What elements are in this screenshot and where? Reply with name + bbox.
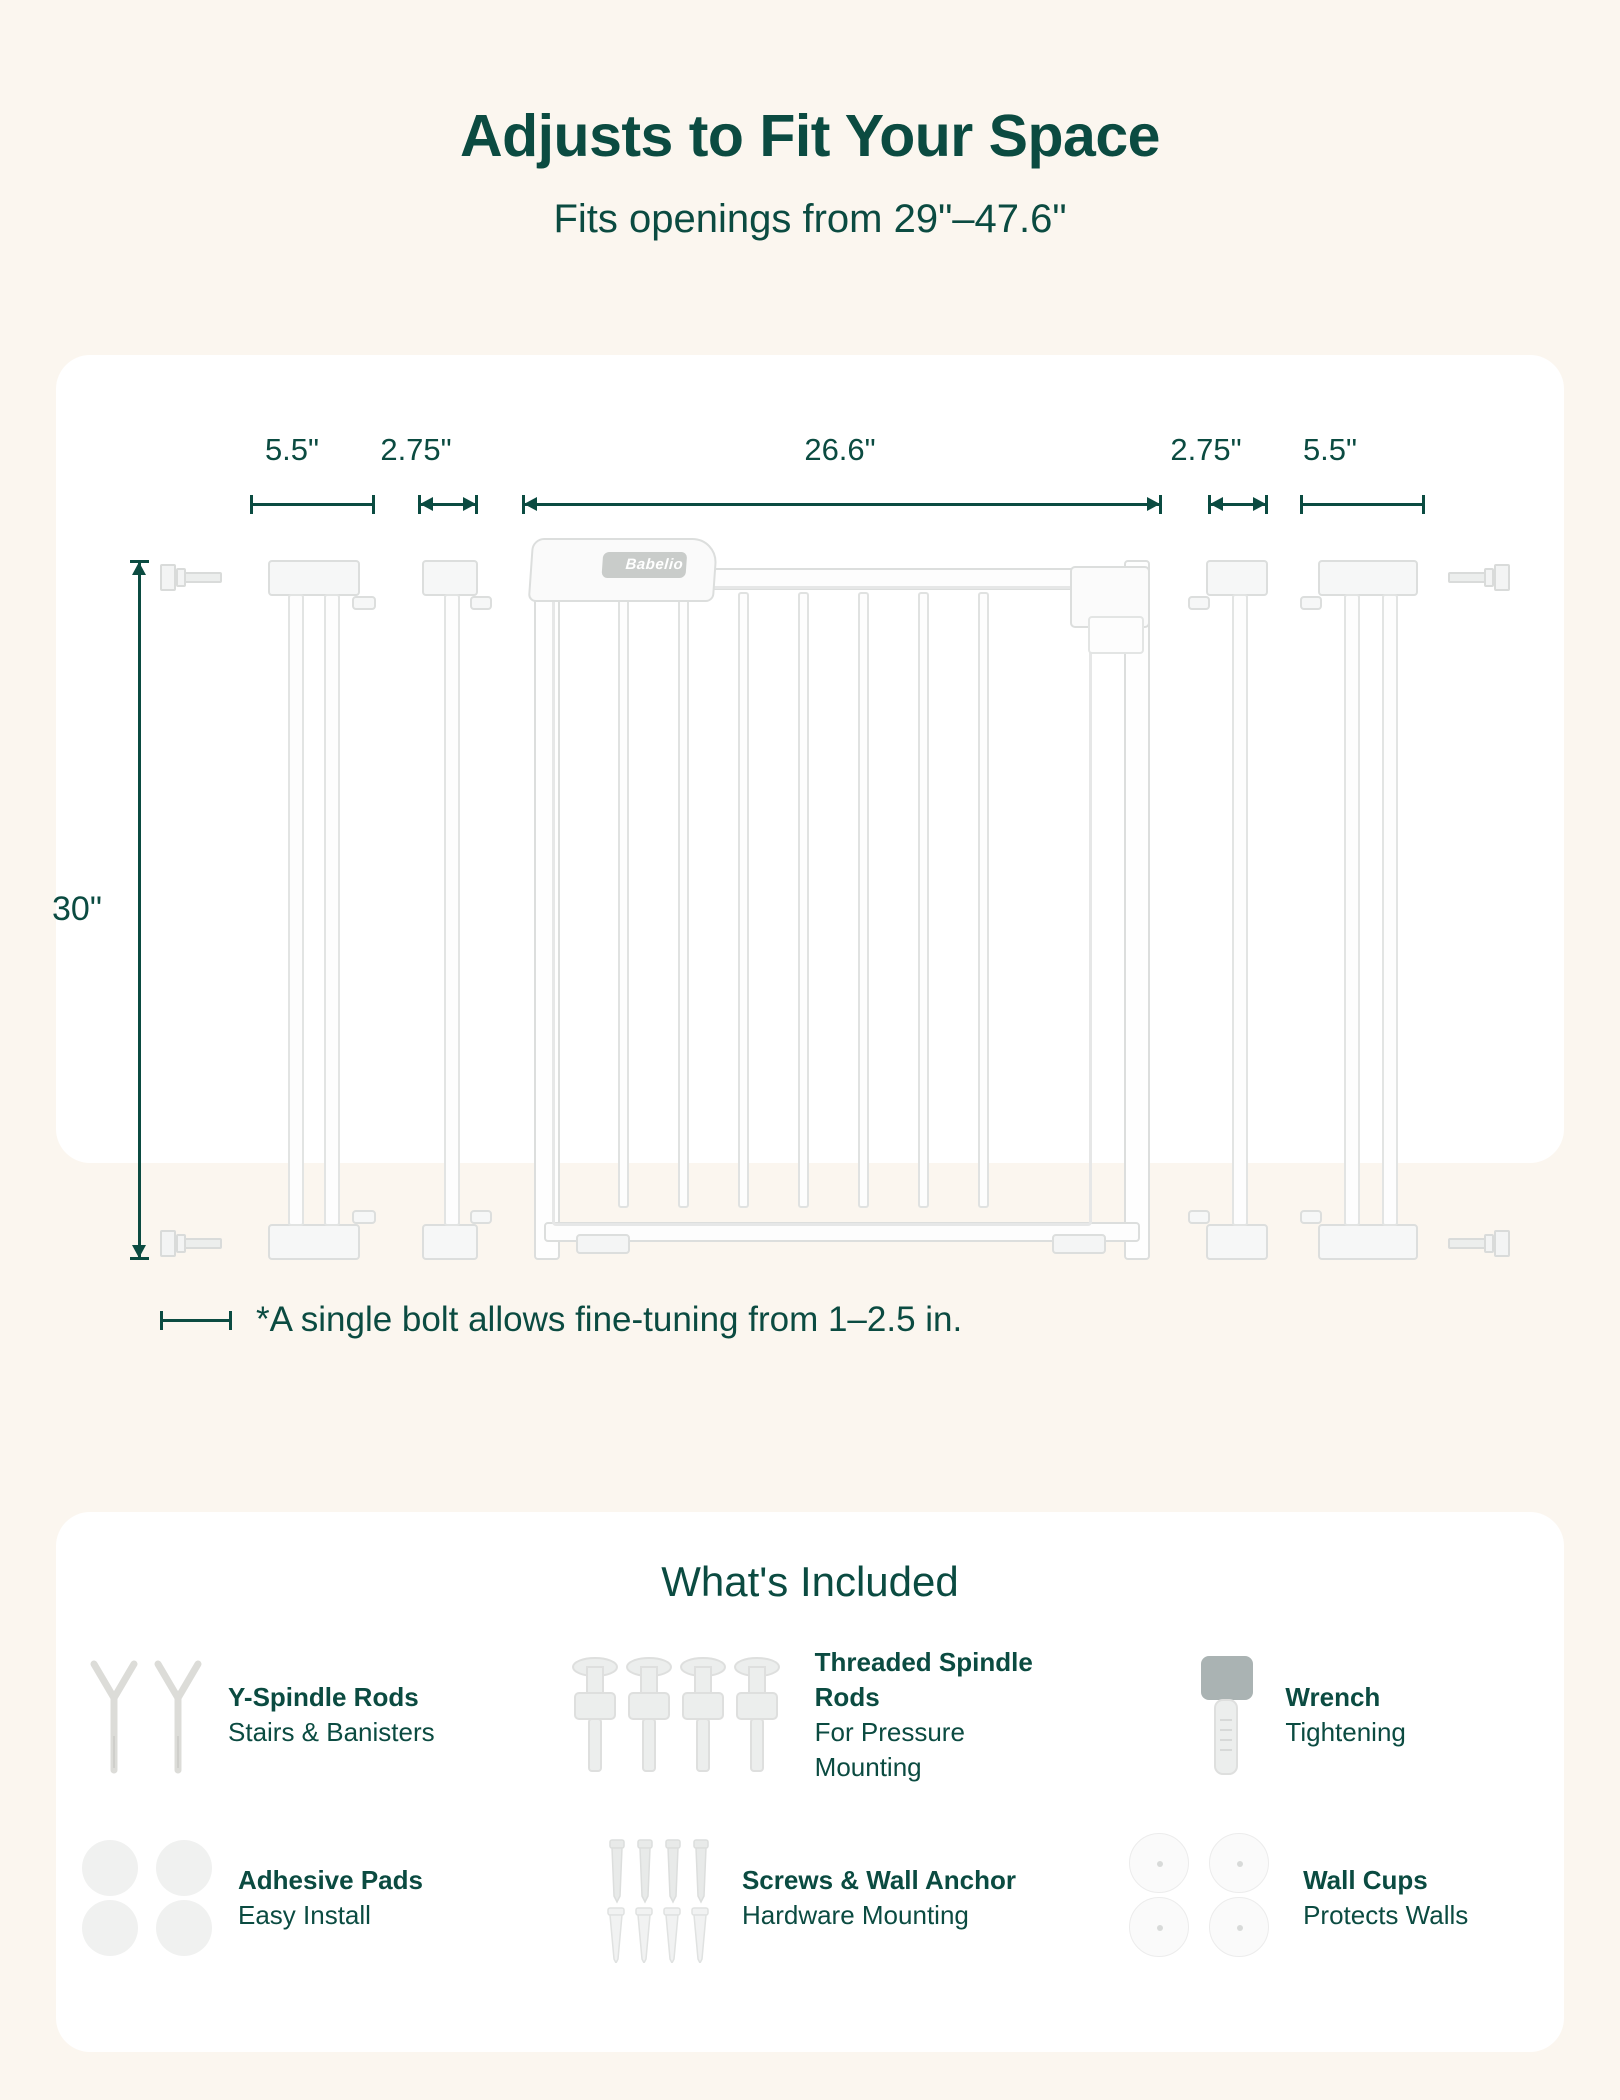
included-item-threaded-spindle-rods <box>567 1645 1054 1785</box>
ruler-gate-width <box>522 495 1162 513</box>
footnote <box>160 1300 962 1340</box>
gate-latch <box>528 538 718 602</box>
included-item-adhesive-pads <box>80 1833 567 1963</box>
gate-bar <box>858 592 869 1208</box>
included-item-sub: Hardware Mounting <box>741 1900 969 1931</box>
included-item-text <box>1303 1863 1468 1933</box>
included-item-sub: For Pressure Mounting <box>814 1717 965 1783</box>
extension-right-2-75 <box>1188 560 1278 1260</box>
dim-label-ext-left-outer: 5.5" <box>264 432 320 467</box>
gate-bar <box>738 592 749 1208</box>
included-items-grid <box>80 1645 1540 1963</box>
ruler-ext-left-outer <box>250 495 375 513</box>
included-item-sub: Tightening <box>1285 1717 1406 1748</box>
page-title: Adjusts to Fit Your Space <box>460 103 1160 169</box>
ruler-ext-right-outer <box>1300 495 1425 513</box>
gate-frame-right <box>1124 560 1150 1260</box>
included-item-label: Threaded Spindle Rods <box>814 1647 1033 1713</box>
dim-label-ext-right-inner: 2.75" <box>1170 432 1242 467</box>
included-item-label: Screws & Wall Anchor <box>741 1865 1016 1896</box>
ruler-ext-right-inner <box>1208 495 1268 513</box>
gate-foot-left <box>576 1234 630 1254</box>
page-subtitle: Fits openings from 29"–47.6" <box>553 196 1067 241</box>
brand-logo: Babelio <box>624 556 684 573</box>
included-item-y-spindle-rods <box>80 1645 567 1785</box>
ruler-ext-left-inner <box>418 495 478 513</box>
extension-right-5-5 <box>1300 560 1424 1260</box>
wall-cup-icon <box>1125 1833 1285 1963</box>
gate-hinge-lower <box>1088 616 1144 654</box>
whats-included-title: What's Included <box>661 1558 959 1605</box>
gate-bar <box>918 592 929 1208</box>
included-item-label: Adhesive Pads <box>238 1865 423 1896</box>
included-item-text <box>238 1863 423 1933</box>
included-item-label: Wrench <box>1285 1682 1381 1713</box>
included-item-text <box>1285 1680 1405 1750</box>
dim-label-ext-right-outer: 5.5" <box>1302 432 1358 467</box>
included-item-text <box>228 1680 435 1750</box>
threaded-spindle-rod-icon <box>567 1655 797 1775</box>
extension-left-2-75 <box>418 560 488 1260</box>
included-item-sub: Protects Walls <box>1303 1900 1469 1931</box>
gate-bar <box>798 592 809 1208</box>
wrench-icon <box>1187 1650 1267 1780</box>
gate-foot-right <box>1052 1234 1106 1254</box>
extension-left-5-5 <box>258 560 370 1260</box>
dim-label-height: 30" <box>52 890 102 928</box>
included-item-screws-wall-anchor <box>567 1833 1054 1963</box>
gate-bar <box>618 592 629 1208</box>
included-item-label: Y-Spindle Rods <box>228 1682 419 1713</box>
page-header <box>0 0 1620 242</box>
gate-bar <box>678 592 689 1208</box>
bolt-left-top <box>160 562 222 592</box>
gate-bar <box>978 592 989 1208</box>
included-item-label: Wall Cups <box>1303 1865 1428 1896</box>
included-item-text <box>815 1645 1054 1785</box>
gate-illustration <box>522 556 1162 1260</box>
bolt-right-top <box>1448 562 1510 592</box>
ruler-height <box>130 560 148 1260</box>
included-item-wrench <box>1053 1645 1540 1785</box>
dim-label-ext-left-inner: 2.75" <box>380 432 452 467</box>
bolt-right-bottom <box>1448 1228 1510 1258</box>
included-item-sub: Stairs & Banisters <box>228 1717 435 1748</box>
included-item-wall-cups <box>1053 1833 1540 1963</box>
adhesive-pad-icon <box>80 1838 220 1958</box>
included-item-sub: Easy Install <box>238 1900 371 1931</box>
footnote-ruler-icon <box>160 1311 232 1329</box>
footnote-text: *A single bolt allows fine-tuning from 1–2.5 in. <box>256 1300 963 1339</box>
included-item-text <box>742 1863 1016 1933</box>
dim-label-gate-width: 26.6" <box>804 432 876 467</box>
screw-icon <box>604 1838 724 1958</box>
y-spindle-rod-icon <box>80 1650 210 1780</box>
gate-door <box>552 586 1092 1226</box>
bolt-left-bottom <box>160 1228 222 1258</box>
